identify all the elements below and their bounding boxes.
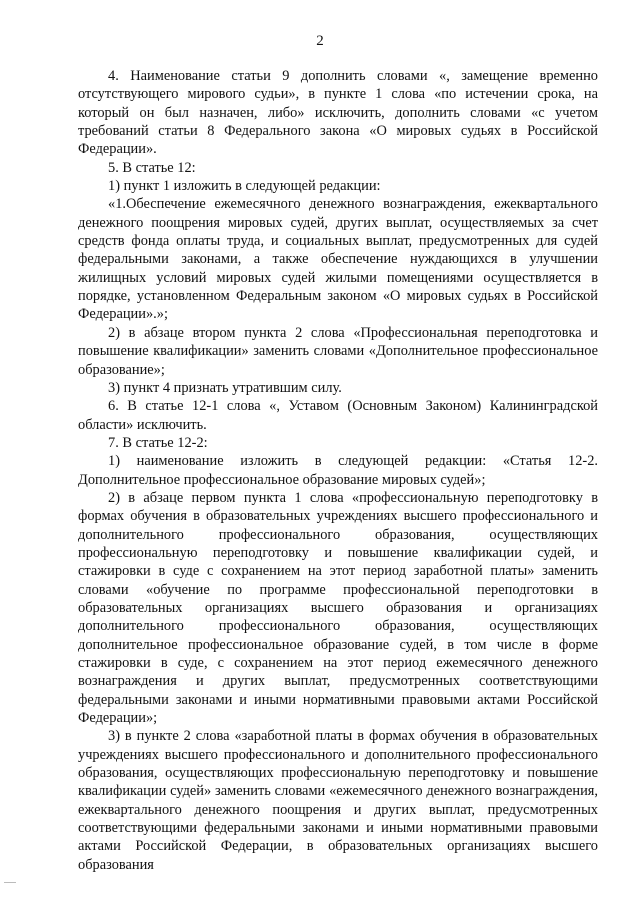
paragraph-article-12-item-1-text: «1.Обеспечение ежемесячного денежного вознаграждения, ежеквартального денежного поощрения мировых судей, других выплат, осуществляемых за счет средств фонда оплаты труда, и социальных выплат, предусмотренных для судей федеральными законами, а также обеспечение нуждающихся в улучшении жилищных условий мировых судей жилыми помещениями осуществляется в порядке, установленном Федеральным законом «О мировых судьях в Российской Федерации».»; — [78, 196, 598, 323]
paragraph-article-12-2-item-1: 1) наименование изложить в следующей редакции: «Статья 12-2. Дополнительное профессиональное образование мировых судей»; — [78, 453, 598, 488]
paragraph-article-12-heading: 5. В статье 12: — [108, 159, 196, 176]
paragraph-article-12-item-3: 3) пункт 4 признать утратившим силу. — [108, 379, 342, 396]
paragraph-article-12-item-1: 1) пункт 1 изложить в следующей редакции: — [108, 178, 381, 195]
paragraph-article-12-2-item-2: 2) в абзаце первом пункта 1 слова «профессиональную переподготовку в формах обучения в образовательных учреждениях высшего профессионального и дополнительного профессионального образования, осуществляющих профессиональную переподготовку и повышение квалификации судей, и стажировки в суде с сохранением на этот период заработной платы» заменить словами «обучение по программе профессиональной переподготовки в образовательных организациях высшего образования и организациях дополнительного профессионального образования, осуществляющих дополнительное профессиональное образование судей, в том числе в форме стажировки в суде, с сохранением на этот период ежемесячного денежного вознаграждения и других выплат, предусмотренных соответствующими федеральными законами и иными нормативными правовыми актами Российской Федерации»; — [78, 489, 598, 727]
scan-edge-mark — [4, 882, 16, 883]
paragraph-article-12-2-heading: 7. В статье 12-2: — [108, 434, 208, 451]
page-number: 2 — [316, 33, 324, 49]
paragraph-article-9: 4. Наименование статьи 9 дополнить словами «, замещение временно отсутствующего мирового судьи», в пункте 1 слова «по истечении срока, на который он был назначен, либо» исключить, дополнить словами «с учетом требований статьи 8 Федерального закона «О мировых судьях в Российской Федерации». — [78, 68, 598, 158]
paragraph-article-12-2-item-3: 3) в пункте 2 слова «заработной платы в формах обучения в образовательных учреждениях высшего профессионального и дополнительного профессионального образования, осуществляющих профессиональную переподготовку и повышение квалификации судей» заменить словами «ежемесячного денежного вознаграждения, ежеквартального денежного поощрения и других выплат, предусмотренных соответствующими федеральными законами и иными нормативными правовыми актами Российской Федерации, в образовательных организациях высшего образования — [78, 728, 598, 873]
document-body — [78, 67, 598, 874]
paragraph-article-12-1: 6. В статье 12-1 слова «, Уставом (Основным Законом) Калининградской области» исключить. — [78, 398, 598, 433]
paragraph-article-12-item-2: 2) в абзаце втором пункта 2 слова «Профессиональная переподготовка и повышение квалификации» заменить словами «Дополнительное профессиональное образование»; — [78, 324, 598, 378]
